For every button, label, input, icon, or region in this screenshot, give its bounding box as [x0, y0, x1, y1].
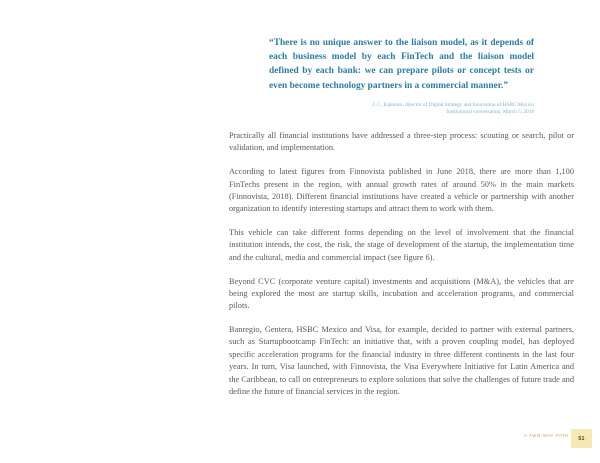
body-text: [229, 130, 574, 398]
body-paragraph-2: According to latest figures from Finnovista published in June 2018, there are more than 1,100 FinTechs present in the region, with annual growth rates of around 50% in the main markets (Finnovista, 2018). Different financial institutions have created a vehicle or partnership with another organization to identify interesting startups and attract them to work with them.: [229, 167, 574, 214]
pull-quote-text: “There is no unique answer to the liaison model, as it depends of each business model by each FinTech and the liaison model defined by each bank: we can prepare pilots or concept tests or even become technology partners in a commercial manner.”: [269, 38, 534, 91]
page-footer: [0, 429, 600, 451]
content-column: [229, 0, 574, 398]
footer-chapter-label: A TWO-WAY PATH: [524, 433, 569, 438]
body-paragraph-5: Banregio, Gentera, HSBC Mexico and Visa, for example, decided to partner with external partners, such as Startupbootcamp FinTech: an initiative that, with a proven coupling model, has deployed specific acceleration programs for the financial industry in three different continents in the last four years. In turn, Visa launched, with Finnovista, the Visa Everywhere Initiative for Latin America and the Caribbean, to call on entrepreneurs to explore solutions that solve the challenges of future trade and define the future of financial services in the region.: [229, 325, 574, 396]
pull-quote: [269, 36, 534, 117]
body-paragraph-3: This vehicle can take different forms depending on the level of involvement that the financial institution intends, the cost, the risk, the stage of development of the startup, the implementation time and the cultural, media and commercial impact (see figure 6).: [229, 228, 574, 262]
body-paragraph-1: Practically all financial institutions have addressed a three-step process: scouting or search, pilot or validation, and implementation.: [229, 131, 574, 153]
attribution-source: J. C. Espinosa, director of Digital Strategy and Innovation of HSBC Mexico: [372, 101, 534, 108]
page-number: 51: [578, 435, 585, 442]
pull-quote-attribution: [269, 102, 534, 117]
body-paragraph-4: Beyond CVC (corporate venture capital) investments and acquisitions (M&A), the vehicles that are being explored the most are startup skills, incubation and acceleration programs, and commercial pilots.: [229, 276, 574, 311]
page-number-badge: [571, 429, 592, 448]
attribution-context: Institutional conversation, March 5, 2018: [446, 109, 534, 116]
